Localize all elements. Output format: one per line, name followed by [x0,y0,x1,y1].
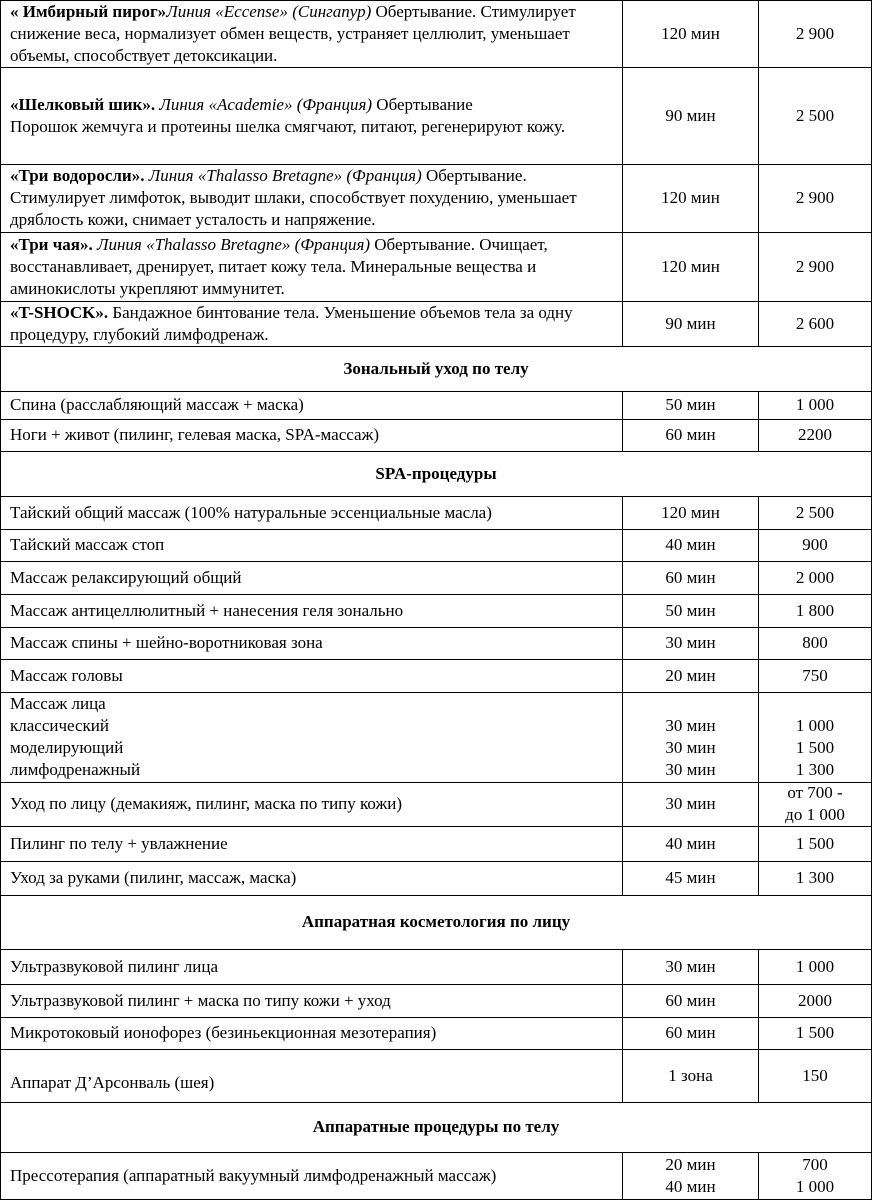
service-description-cell [1,984,622,1017]
service-description-cell [1,692,622,782]
section-header-row [0,895,872,950]
table-row [0,826,872,862]
service-description [10,793,402,815]
table-row [0,594,872,628]
price-cell: 1 800 [758,594,871,627]
service-description [10,1165,496,1187]
duration-cell: 60 мин [622,419,758,451]
service-description [10,534,164,556]
service-description [10,94,565,138]
service-text: Тайский общий массаж (100% натуральные эссенциальные масла) [10,502,492,522]
price-cell: 1 000 [758,391,871,419]
price-cell: 900 [758,529,871,561]
service-text: Уход по лицу (демакияж, пилинг, маска по типу кожи) [10,794,402,813]
duration-cell: 50 мин [622,594,758,627]
service-description-cell [1,67,622,164]
table-row [0,949,872,985]
table-row [0,496,872,530]
price-cell: 150 [758,1049,871,1102]
table-row [0,301,872,347]
service-description [10,394,304,416]
duration-cell: 120 мин [622,164,758,232]
table-row [0,529,872,562]
duration-cell: 50 мин [622,391,758,419]
table-row [0,67,872,165]
price-cell: 1 300 [758,861,871,895]
service-name: «Три водоросли». [10,166,149,185]
price-cell: 750 [758,659,871,692]
price-cell: 2000 [758,984,871,1017]
duration-cell: 45 мин [622,861,758,895]
section-header-row [0,346,872,392]
service-description [10,867,296,889]
price-cell: 2 900 [758,232,871,301]
price-cell: 2 900 [758,1,871,67]
service-text: Ноги + живот (пилинг, гелевая маска, SPA-массаж) [10,425,379,444]
service-description-cell [1,164,622,232]
service-description-cell [1,496,622,529]
product-line: Линия «Thalasso Bretagne» (Франция) [148,166,422,185]
service-name: «T-SHOCK». [10,302,109,322]
service-text: Массаж релаксирующий общий [10,567,242,587]
section-title: SPA-процедуры [375,463,497,483]
service-description-cell [1,301,622,346]
price-cell: 2 500 [758,67,871,164]
service-text: Тайский массаж стоп [10,535,165,554]
service-text: Обертывание. Стимулирует снижение веса, нормализует обмен веществ, устраняет целлюлит, уменьшает объемы, способствует детоксикации. [10,2,576,65]
service-text: Аппарат Д’Арсонваль (шея) [10,1073,215,1092]
duration-cell: 120 мин [622,496,758,529]
price-cell: 2 600 [758,301,871,346]
duration-cell: 60 мин [622,1017,758,1049]
duration-cell: 20 мин [622,659,758,692]
service-description [10,302,616,346]
service-description-cell [1,1049,622,1102]
service-name: «Шелковый шик». [10,94,160,114]
service-description-cell [1,1,622,67]
service-description [10,632,323,654]
table-row [0,659,872,693]
price-cell: 1 000 [758,949,871,984]
service-description-cell [1,949,622,984]
table-row [0,391,872,420]
table-row [0,627,872,660]
duration-cell: 60 мин [622,984,758,1017]
service-description-cell [1,561,622,594]
product-line: Линия «Academie» (Франция) [159,94,373,114]
service-description [10,1022,436,1044]
service-description-cell [1,861,622,895]
service-text: Массаж антицеллюлитный + нанесения геля зонально [10,600,404,620]
service-text: Ультразвуковой пилинг лица [10,956,219,976]
duration-cell: 1 зона [622,1049,758,1102]
price-cell: 2200 [758,419,871,451]
service-text: Обертывание. Очищает, восстанавливает, дренирует, питает кожу тела. Минеральные вещества и аминокислоты укрепляют иммунитет. [10,234,548,298]
service-description-cell [1,826,622,861]
product-line: Линия «Thalasso Bretagne» (Франция) [96,234,371,254]
price-cell: 2 000 [758,561,871,594]
service-description [10,665,123,687]
duration-cell: 40 мин [622,529,758,561]
service-description-cell [1,1152,622,1199]
product-line: Линия «Eccense» (Сингапур) [166,2,372,21]
service-text: Массаж спины + шейно-воротниковая зона [10,633,323,652]
service-description [10,1,616,67]
service-text: Обертывание Порошок жемчуга и протеины шелка смягчают, питают, регенерируют кожу. [10,94,566,136]
duration-cell: 30 мин [622,627,758,659]
service-text: Бандажное бинтование тела. Уменьшение объемов тела за одну процедуру, глубокий лимфодренаж. [10,302,573,344]
section-title: Аппаратная косметология по лицу [301,912,571,931]
service-description-cell [1,627,622,659]
table-row [0,232,872,302]
section-title: Аппаратные процедуры по телу [312,1117,560,1136]
service-description [10,956,218,978]
price-cell: от 700 - до 1 000 [758,782,871,826]
service-description [10,833,228,855]
service-description [10,1072,214,1094]
service-description [10,990,391,1012]
table-row [0,561,872,595]
service-text: Спина (расслабляющий массаж + маска) [10,395,304,414]
service-description-cell [1,232,622,301]
service-description [10,502,492,524]
duration-cell: 30 мин [622,782,758,826]
table-row [0,1049,872,1103]
table-row [0,692,872,783]
table-row [0,0,872,68]
price-cell: 2 900 [758,164,871,232]
duration-cell: 60 мин [622,561,758,594]
table-row [0,1152,872,1200]
service-description-cell [1,659,622,692]
table-row [0,1017,872,1050]
service-text: Ультразвуковой пилинг + маска по типу кожи + уход [10,990,391,1010]
service-text: Массаж головы [10,665,123,685]
duration-cell: 30 мин 30 мин 30 мин [622,692,758,782]
service-description [10,424,379,446]
service-name: «Три чая». [10,234,97,254]
table-row [0,419,872,452]
section-header-row [0,1102,872,1153]
duration-cell: 40 мин [622,826,758,861]
price-cell: 1 500 [758,1017,871,1049]
duration-cell: 30 мин [622,949,758,984]
price-cell: 800 [758,627,871,659]
service-text: Пилинг по телу + увлажнение [10,833,228,853]
table-row [0,861,872,896]
price-cell: 700 1 000 [758,1152,871,1199]
service-description-cell [1,529,622,561]
price-cell: 1 500 [758,826,871,861]
section-title: Зональный уход по телу [343,358,529,378]
service-description [10,234,616,300]
service-description-cell [1,1017,622,1049]
price-cell: 1 000 1 500 1 300 [758,692,871,782]
service-description [10,693,140,781]
service-description-cell [1,782,622,826]
service-text: Микротоковый ионофорез (безиньекционная мезотерапия) [10,1023,437,1042]
service-description-cell [1,594,622,627]
duration-cell: 120 мин [622,232,758,301]
duration-cell: 90 мин [622,67,758,164]
service-description [10,567,242,589]
service-text: Уход за руками (пилинг, массаж, маска) [10,868,297,887]
service-description [10,600,403,622]
table-row [0,164,872,233]
duration-cell: 90 мин [622,301,758,346]
duration-cell: 20 мин 40 мин [622,1152,758,1199]
section-header-row [0,451,872,497]
service-text: Обертывание. Стимулирует лимфоток, выводит шлаки, способствует похудению, уменьшает дряблость кожи, снимает усталость и напряжение. [10,166,577,229]
service-text: Прессотерапия (аппаратный вакуумный лимфодренажный массаж) [10,1165,497,1185]
service-text: Массаж лица классический моделирующий лимфодренажный [10,694,141,779]
service-name: « Имбирный пирог» [10,2,167,21]
service-description-cell [1,419,622,451]
table-row [0,782,872,827]
table-row [0,984,872,1018]
price-cell: 2 500 [758,496,871,529]
service-description [10,165,616,231]
service-description-cell [1,391,622,419]
duration-cell: 120 мин [622,1,758,67]
